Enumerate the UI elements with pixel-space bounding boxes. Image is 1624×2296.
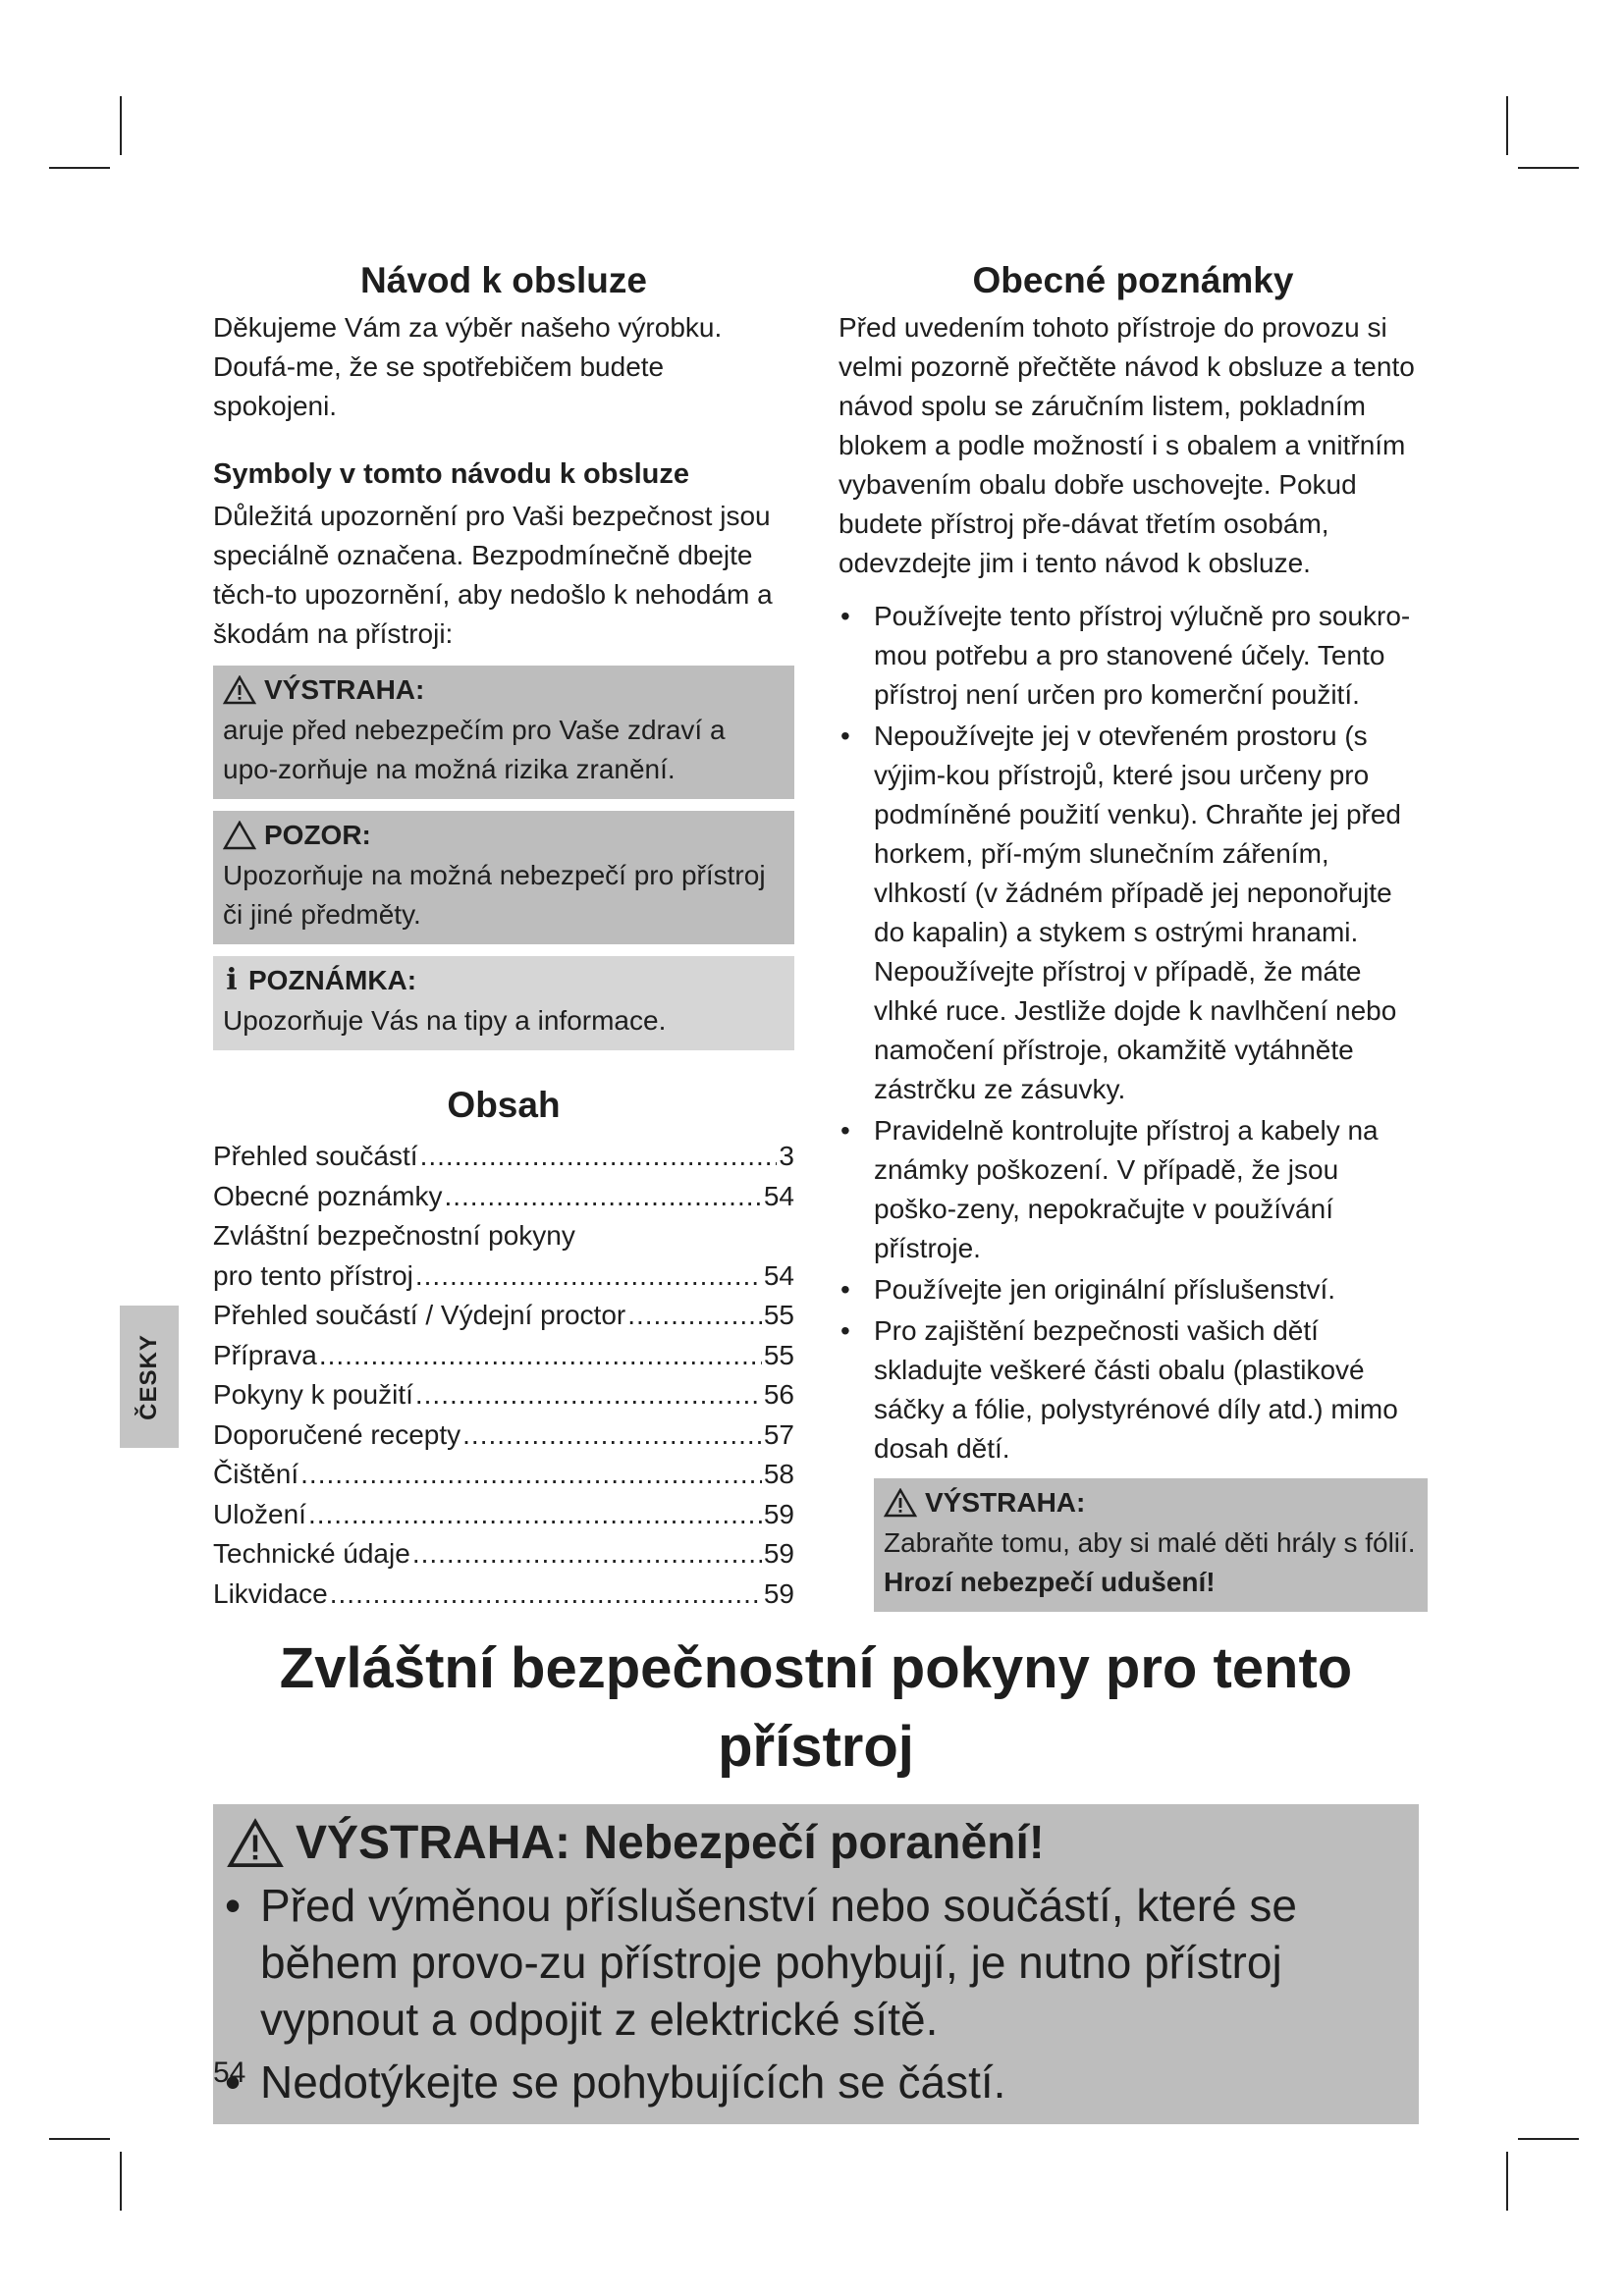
toc-row[interactable]: Technické údaje ..... 59 [213, 1534, 794, 1575]
toc-row[interactable]: Čištění ..... 58 [213, 1455, 794, 1495]
warning-box [213, 666, 794, 799]
note-box [213, 956, 794, 1050]
special-safety-title: Zvláštní bezpečnostní pokyny pro tento přístroj [279, 1636, 1353, 1779]
general-notes-title: Obecné poznámky [972, 260, 1294, 300]
list-item: • Před výměnou příslušenství nebo součástí, které se během provo-zu přístroje pohybují, je nutno přístroj vypnout a odpojit z elektrické sítě. [217, 1877, 1415, 2048]
toc-row[interactable]: Přehled součástí ..... 3 [213, 1137, 794, 1177]
left-column [213, 253, 794, 1614]
info-icon: i [226, 963, 238, 997]
list-item: • Nedotýkejte se pohybujících se částí. [217, 2054, 1415, 2110]
crop-mark [49, 2138, 110, 2140]
caution-triangle-icon [223, 821, 256, 850]
crop-mark [49, 167, 110, 169]
warning-box-text: aruje před nebezpečím pro Vaše zdraví a upo-zorňuje na možná rizika zranění. [223, 715, 726, 784]
warning-triangle-icon [223, 675, 256, 705]
foil-warning-box [874, 1478, 1428, 1612]
symbols-text: Důležitá upozornění pro Vaši bezpečnost jsou speciálně označena. Bezpodmínečně dbejte těch-to upozornění, aby nedošlo k nehodám a škodám na přístroji: [213, 501, 773, 649]
toc-row[interactable]: pro tento přístroj ..... 54 [213, 1256, 794, 1297]
manual-title: Návod k obsluze [360, 260, 647, 300]
toc-title: Obsah [447, 1085, 561, 1125]
caution-box [213, 811, 794, 944]
toc-row[interactable]: Pokyny k použití ..... 56 [213, 1375, 794, 1415]
caution-box-title: POZOR: [264, 820, 371, 850]
general-notes-list [839, 597, 1428, 1468]
crop-mark [1518, 2138, 1579, 2140]
crop-mark [1506, 96, 1508, 155]
warning-triangle-icon [884, 1488, 917, 1518]
injury-warning-list [217, 1877, 1415, 2110]
general-notes-intro: Před uvedením tohoto přístroje do provozu si velmi pozorně přečtěte návod k obsluze a tento návod spolu se záručním listem, pokladním blokem a podle možností i s obalem a vnitřním vybavením obalu dobře uschovejte. Pokud budete přístroj pře-dávat třetím osobám, odevzdejte jim i tento návod k obsluze. [839, 312, 1415, 578]
intro-text: Děkujeme Vám za výběr našeho výrobku. Doufá-me, že se spotřebičem budete spokojeni. [213, 312, 723, 421]
toc-row[interactable]: Obecné poznámky ..... 54 [213, 1177, 794, 1217]
foil-warning-title: VÝSTRAHA: [925, 1487, 1086, 1518]
caution-box-text: Upozorňuje na možná nebezpečí pro přístroj či jiné předměty. [223, 860, 766, 930]
toc-row[interactable]: Uložení ..... 59 [213, 1495, 794, 1535]
note-box-text: Upozorňuje Vás na tipy a informace. [223, 1005, 667, 1036]
page-number: 54 [213, 2056, 246, 2089]
toc-row[interactable]: Doporučené recepty ..... 57 [213, 1415, 794, 1456]
note-box-title: POZNÁMKA: [248, 965, 417, 995]
symbols-heading: Symboly v tomto návodu k obsluze [213, 458, 690, 490]
toc-row[interactable]: Přehled součástí / Výdejní proctor ..... 55 [213, 1296, 794, 1336]
toc-row[interactable]: Likvidace ..... 59 [213, 1575, 794, 1615]
injury-warning-box [213, 1804, 1419, 2124]
foil-warning-text: Zabraňte tomu, aby si malé děti hrály s fólií. [884, 1527, 1416, 1558]
table-of-contents [213, 1137, 794, 1614]
list-item: • Používejte tento přístroj výlučně pro soukro-mou potřebu a pro stanovené účely. Tento přístroj není určen pro komerční použití. [839, 597, 1428, 715]
list-item: • Pravidelně kontrolujte přístroj a kabely na známky poškození. V případě, že jsou poško-zeny, nepokračujte v používání přístroje. [839, 1111, 1428, 1268]
crop-mark [120, 96, 122, 155]
warning-triangle-icon [227, 1818, 284, 1869]
injury-warning-title: VÝSTRAHA: Nebezpečí poranění! [296, 1817, 1045, 1869]
language-tab [120, 1306, 179, 1448]
crop-mark [1506, 2152, 1508, 2211]
warning-box-title: VÝSTRAHA: [264, 674, 425, 705]
toc-row[interactable]: Zvláštní bezpečnostní pokyny [213, 1220, 575, 1251]
crop-mark [1518, 167, 1579, 169]
language-tab-label: ČESKY [135, 1333, 162, 1420]
list-item: • Pro zajištění bezpečnosti vašich dětí skladujte veškeré části obalu (plastikové sáčky a fólie, polystyrénové díly atd.) mimo dosah dětí. [839, 1311, 1428, 1468]
right-column [839, 253, 1428, 1612]
foil-warning-strong: Hrozí nebezpečí udušení! [884, 1567, 1216, 1597]
special-safety-section [213, 1629, 1419, 2124]
toc-row[interactable]: Příprava ..... 55 [213, 1336, 794, 1376]
crop-mark [120, 2152, 122, 2211]
list-item: • Používejte jen originální příslušenství. [839, 1270, 1428, 1309]
list-item: • Nepoužívejte jej v otevřeném prostoru (s výjim-kou přístrojů, které jsou určeny pro podmíněné použití venku). Chraňte jej před horkem, pří-mým slunečním zářením, vlhkostí (v žádném případě jej neponořujte do kapalin) a stykem s ostrými hranami. Nepoužívejte přístroj v případě, že máte vlhké ruce. Jestliže dojde k navlhčení nebo namočení přístroje, okamžitě vytáhněte zástrčku ze zásuvky. [839, 717, 1428, 1109]
